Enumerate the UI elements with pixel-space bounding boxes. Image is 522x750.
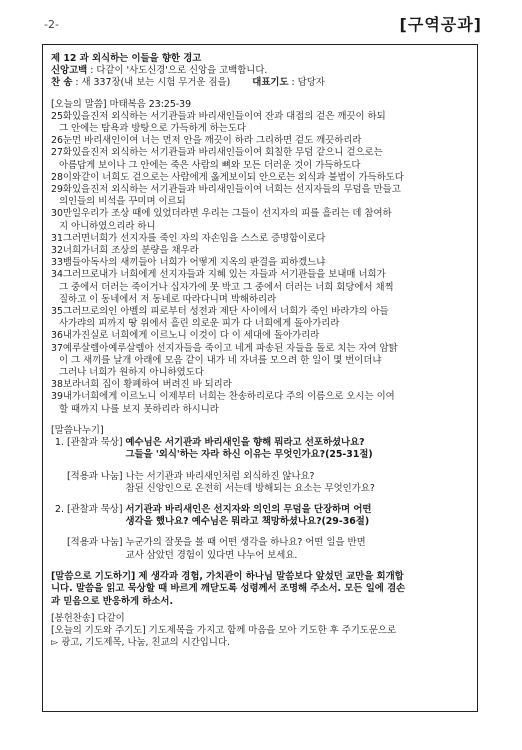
closing-prayer-line: 니다. 말씀을 읽고 묵상할 때 바르게 깨닫도록 성령께서 조명해 주소서. 모든 일에 겸손	[51, 583, 406, 595]
verse-number: 32너희가	[51, 245, 91, 257]
verse-number: 38보라	[51, 379, 82, 391]
verse	[51, 257, 469, 269]
verse-text: 독사의 새끼들아 너희가 어떻게 지옥의 판결을 피하겠느냐	[90, 257, 326, 269]
verse	[51, 379, 469, 391]
page-header	[0, 0, 522, 40]
verse-continuation: 그 안에는 탐욕과 방탕으로 가득하게 하는도다	[59, 123, 246, 135]
verse-number: 28이와	[51, 171, 82, 183]
verse-continuation: 그 중에서 더러는 죽이거나 십자가에 못 박고 그 중에서 더러는 너희 회당에서 채찍	[59, 281, 394, 293]
verse-continuation: 그러나 너희가 원하지 아니하였도다	[59, 367, 204, 379]
observation-tag: [관찰과 묵상]	[66, 437, 126, 449]
verse-text: 우리가 조상 때에 있었더라면 우리는 그들이 선지자의 피를 흘리는 데 참여하	[81, 208, 392, 220]
sharing-label: [말씀나누기]	[51, 424, 104, 436]
verse-number: 37예루살렘아	[51, 342, 109, 354]
verse-text: 의인 아벨의 피로부터 성전과 제단 사이에서 너희가 죽인 바라갸의 아들	[99, 306, 389, 318]
verse-number: 35그러므로	[51, 306, 100, 318]
confession-text: : 다같이 '사도신경'으로 신앙을 고백합니다.	[87, 65, 268, 77]
closing-prayer	[51, 571, 469, 609]
verse-number: 39내가	[51, 391, 82, 403]
verse	[51, 184, 469, 196]
verse-number: 30만일	[51, 208, 82, 220]
verse-text: 있을진저 외식하는 서기관들과 바리새인들이여 너희는 선지자들의 무덤을 만들고	[72, 184, 401, 196]
verse	[51, 172, 469, 184]
observation-line: 예수님은 서기관과 바리새인을 향해 뭐라고 선포하셨나요?	[125, 437, 365, 449]
lesson-box	[42, 44, 478, 712]
application-label: [적용과 나눔]	[67, 470, 126, 482]
hymn-label: 찬 송	[51, 77, 73, 89]
section-title: [구역공과]	[399, 15, 482, 34]
verse	[51, 391, 469, 403]
verse-text: 진실로 너희에게 이르노니 이것이 다 이 세대에 돌아가리라	[81, 330, 320, 342]
application-line: 교사 삼았던 경험이 있다면 나누어 보세요.	[125, 549, 298, 561]
prayer-label: 대표기도	[252, 77, 289, 89]
verse	[51, 233, 469, 245]
lords-prayer: [오늘의 기도와 주기도] 기도제목을 가지고 함께 마음을 모아 기도한 후 주기도문으로	[51, 624, 397, 636]
lesson-title: 제 12 과 외식하는 이들을 향한 경고	[51, 53, 202, 64]
verse-text: 있을진저 외식하는 서기관들과 바리새인들이여 회칠한 무덤 같으니 겉으로는	[72, 147, 383, 159]
observation-tag: [관찰과 묵상]	[66, 503, 126, 515]
application-label: [적용과 나눔]	[67, 537, 126, 549]
verse-number: 33뱀들아	[51, 257, 91, 269]
notice: ▻ 광고, 기도제목, 나눔, 친교의 시간입니다.	[51, 636, 230, 648]
confession-line	[51, 65, 469, 77]
confession-label: 신앙고백	[51, 65, 88, 77]
verse-number: 31그러면	[51, 232, 91, 244]
scripture-verses	[51, 111, 469, 416]
observation-label	[55, 437, 126, 461]
offering-hymn: [봉헌찬송] 다같이	[51, 612, 125, 624]
verse-continuation: 사가랴의 피까지 땅 위에서 흘린 의로운 피가 다 너희에게 돌아가리라	[59, 318, 340, 330]
verse-continuation: 질하고 이 동네에서 저 동네로 따라다니며 박해하리라	[59, 293, 277, 305]
verse-text: 너희에게 이르노니 이제부터 너희는 찬송하리로다 주의 이름으로 오시는 이여	[81, 391, 395, 403]
verse-text: 예루살렘아 선지자들을 죽이고 네게 파송된 자들을 돌로 치는 자여 암탉	[108, 342, 398, 354]
verse	[51, 208, 469, 220]
closing-prayer-line: [말씀으로 기도하기] 제 생각과 경험, 가치관이 하나님 말씀보다 앞섰던 교만을 회개합	[51, 570, 404, 582]
observation-label	[55, 504, 126, 528]
application-text	[126, 471, 375, 495]
verse-text: 너희 조상의 분량을 채우라	[90, 245, 199, 257]
verse	[51, 147, 469, 159]
prayer-text: : 담당자	[288, 77, 325, 89]
verse	[51, 245, 469, 257]
application-line: 나는 서기관과 바리새인처럼 외식하진 않나요?	[125, 470, 315, 482]
verse-text: 같이 너희도 겉으로는 사람에게 옳게보이되 안으로는 외식과 불법이 가득하도다	[81, 171, 404, 183]
observation-line: 그들을 '외식'하는 자라 하신 이유는 무엇인가요?(25-31절)	[125, 449, 373, 461]
verse-number: 25화	[51, 110, 72, 122]
verse-text: 있을진저 외식하는 서기관들과 바리새인들이여 잔과 대접의 겉은 깨끗이 하되	[72, 110, 386, 122]
verse-continuation: 아름답게 보이나 그 안에는 죽은 사람의 뼈와 모든 더러운 것이 가득하도다	[59, 159, 361, 171]
observation-text	[126, 504, 372, 528]
hymn-line	[51, 77, 469, 89]
verse-number: 26눈	[51, 135, 72, 147]
verse-continuation: 할 때까지 나를 보지 못하리라 하시니라	[59, 403, 219, 415]
verse-text: 너희 집이 황폐하여 버려진 바 되리라	[81, 379, 232, 391]
application-text	[126, 537, 366, 561]
observation-text	[126, 437, 373, 461]
observation-line: 서기관과 바리새인은 선지자와 의인의 무덤을 단장하며 어떤	[125, 503, 372, 515]
question-number: 1.	[55, 437, 67, 449]
hymn-text: : 새 337장(내 보는 시험 무거운 짐을)	[72, 77, 231, 89]
verse	[51, 330, 469, 342]
reading-reference: 마태복음 23:25-39	[106, 98, 192, 110]
sharing-questions	[51, 437, 469, 562]
verse-text: 너희가 선지자를 죽인 자의 자손임을 스스로 증명함이로다	[90, 232, 326, 244]
verse	[51, 111, 469, 123]
reading-heading	[51, 99, 469, 111]
observation-line: 생각을 했나요? 예수님은 뭐라고 책망하셨나요?(29-36절)	[125, 516, 370, 528]
verse-continuation: 지 아니하였으리라 하니	[59, 220, 156, 232]
observation-question	[55, 437, 469, 461]
question-number: 2.	[55, 503, 67, 515]
page-number: -2-	[44, 18, 59, 31]
verse-continuation: 의인들의 비석을 꾸미며 이르되	[59, 196, 186, 208]
verse-number: 29화	[51, 184, 72, 196]
application-question	[67, 471, 469, 495]
verse-number: 34그러므로	[51, 269, 100, 281]
observation-question	[55, 504, 469, 528]
verse-number: 36내가	[51, 330, 82, 342]
reading-label: [오늘의 말씀]	[51, 98, 107, 110]
application-line: 누군가의 잘못을 볼 때 어떤 생각을 하나요? 어떤 일을 반면	[125, 537, 366, 549]
application-question	[67, 537, 469, 561]
verse-text: 내가 너희에게 선지자들과 지혜 있는 자들과 서기관들을 보내매 너희가	[99, 269, 386, 281]
verse	[51, 343, 469, 355]
closing-prayer-line: 과 믿음으로 반응하게 하소서.	[51, 595, 174, 607]
verse-number: 27화	[51, 147, 72, 159]
verse	[51, 269, 469, 281]
verse-text: 먼 바리새인이여 너는 먼저 안을 깨끗이 하라 그리하면 겉도 깨끗하리라	[72, 135, 362, 147]
verse	[51, 306, 469, 318]
application-line: 참된 신앙인으로 온전히 서는데 방해되는 요소는 무엇인가요?	[125, 482, 375, 494]
verse-continuation: 이 그 새끼를 날개 아래에 모음 같이 내가 네 자녀를 모으려 한 일이 몇 번이더냐	[59, 354, 382, 366]
verse	[51, 135, 469, 147]
